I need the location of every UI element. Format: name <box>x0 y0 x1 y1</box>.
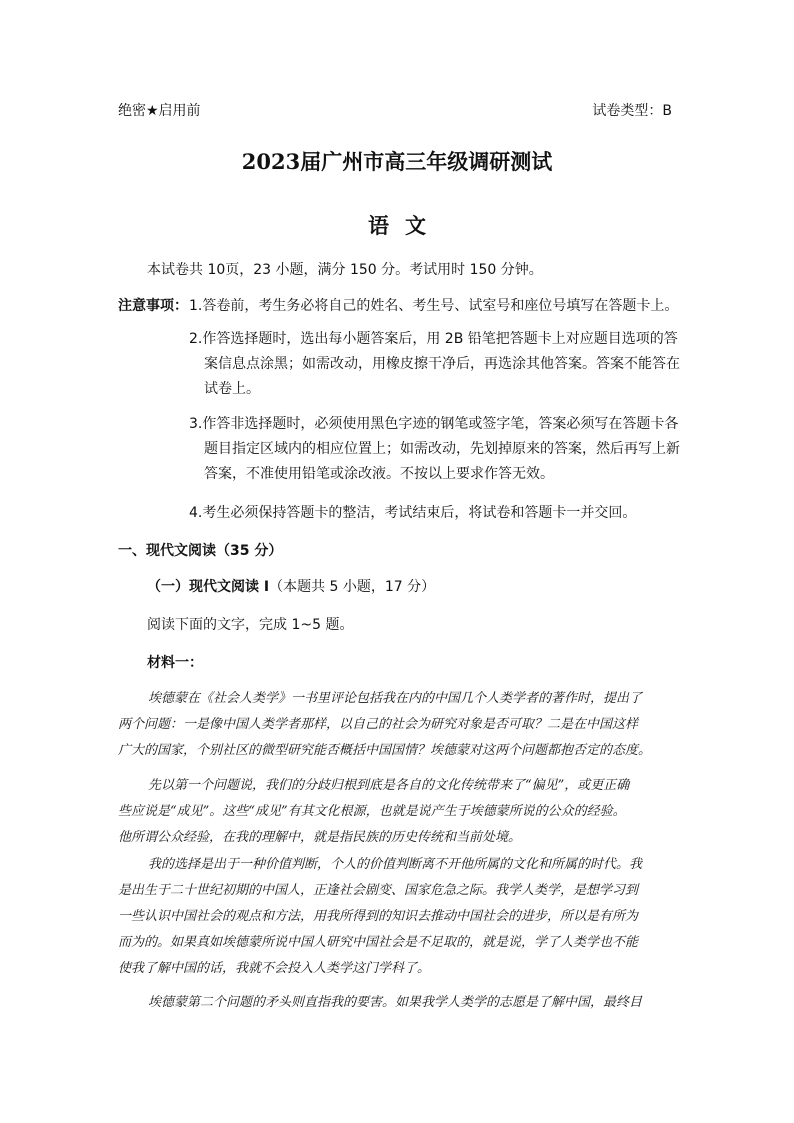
note-3 <box>189 412 679 487</box>
subsection-detail: （本题共 5 小题，17 分） <box>269 579 436 595</box>
material-label: 材料一： <box>147 655 203 671</box>
subsection-title: （一）现代文阅读 I <box>147 579 270 595</box>
exam-intro: 本试卷共 10页，23 小题，满分 150 分。考试用时 150 分钟。 <box>147 262 543 278</box>
note-3-line: 答案，不准使用铅笔或涂改液。不按以上要求作答无效。 <box>204 466 554 482</box>
reading-instruction: 阅读下面的文字，完成 1~5 题。 <box>147 617 354 633</box>
passage-line: 而为的。如果真如埃德蒙所说中国人研究中国社会是不足取的，就是说，学了人类学也不能 <box>118 935 639 950</box>
passage-line: 使我了解中国的话，我就不会投入人类学这门学科了。 <box>118 961 431 976</box>
note-1: 1.答卷前，考生务必将自己的姓名、考生号、试室号和座位号填写在答题卡上。 <box>189 298 679 314</box>
passage-line: 两个问题：一是像中国人类学者那样，以自己的社会为研究对象是否可取？二是在中国这样 <box>118 717 639 732</box>
note-3-line: 题目指定区域内的相应位置上；如需改动，先划掉原来的答案，然后再写上新 <box>204 441 680 457</box>
passage-paragraph-4 <box>118 990 678 1016</box>
passage-line: 他所谓公众经验，在我的理解中，就是指民族的历史传统和当前处境。 <box>118 830 522 845</box>
note-2 <box>189 327 679 402</box>
confidential-label: 绝密★启用前 <box>118 103 201 119</box>
passage-paragraph-1 <box>118 686 678 764</box>
note-3-line: 3.作答非选择题时，必须使用黑色字迹的钢笔或签字笔，答案必须写在答题卡各 <box>189 416 679 432</box>
notes-label: 注意事项： <box>118 298 188 314</box>
note-4: 4.考生必须保持答题卡的整洁，考试结束后，将试卷和答题卡一并交回。 <box>189 505 637 521</box>
note-2-line: 案信息点涂黑；如需改动，用橡皮擦干净后，再选涂其他答案。答案不能答在 <box>204 356 680 372</box>
passage-paragraph-3 <box>118 852 678 982</box>
exam-title: 2023届广州市高三年级调研测试 <box>241 149 553 174</box>
passage-line: 一些认识中国社会的观点和方法，用我所得到的知识去推动中国社会的进步，所以是有所为 <box>118 909 639 924</box>
passage-line: 埃德蒙第二个问题的矛头则直指我的要害。如果我学人类学的志愿是了解中国，最终目 <box>148 995 643 1010</box>
section-heading: 一、现代文阅读（35 分） <box>118 543 283 559</box>
passage-line: 先以第一个问题说，我们的分歧归根到底是各自的文化传统带来了“偏见”，或更正确 <box>148 778 630 793</box>
note-2-line: 2.作答选择题时，选出每小题答案后，用 2B 铅笔把答题卡上对应题目选项的答 <box>189 331 678 347</box>
paper-type-label: 试卷类型：B <box>592 103 672 119</box>
passage-line: 是出生于二十世纪初期的中国人，正逢社会剧变、国家危急之际。我学人类学，是想学习到 <box>118 883 639 898</box>
passage-line: 些应说是“成见”。这些“成见”有其文化根源，也就是说产生于埃德蒙所说的公众的经验。 <box>118 804 626 819</box>
passage-line: 广大的国家，个别社区的微型研究能否概括中国国情？埃德蒙对这两个问题都抱否定的态度。 <box>118 743 652 758</box>
subject-title: 语文 <box>368 213 442 238</box>
note-2-line: 试卷上。 <box>204 381 260 397</box>
passage-line: 我的选择是出于一种价值判断，个人的价值判断离不开他所属的文化和所属的时代。我 <box>148 857 643 872</box>
subsection-heading <box>147 576 435 596</box>
passage-line: 埃德蒙在《社会人类学》一书里评论包括我在内的中国几个人类学者的著作时，提出了 <box>148 691 643 706</box>
passage-paragraph-2 <box>118 773 678 851</box>
